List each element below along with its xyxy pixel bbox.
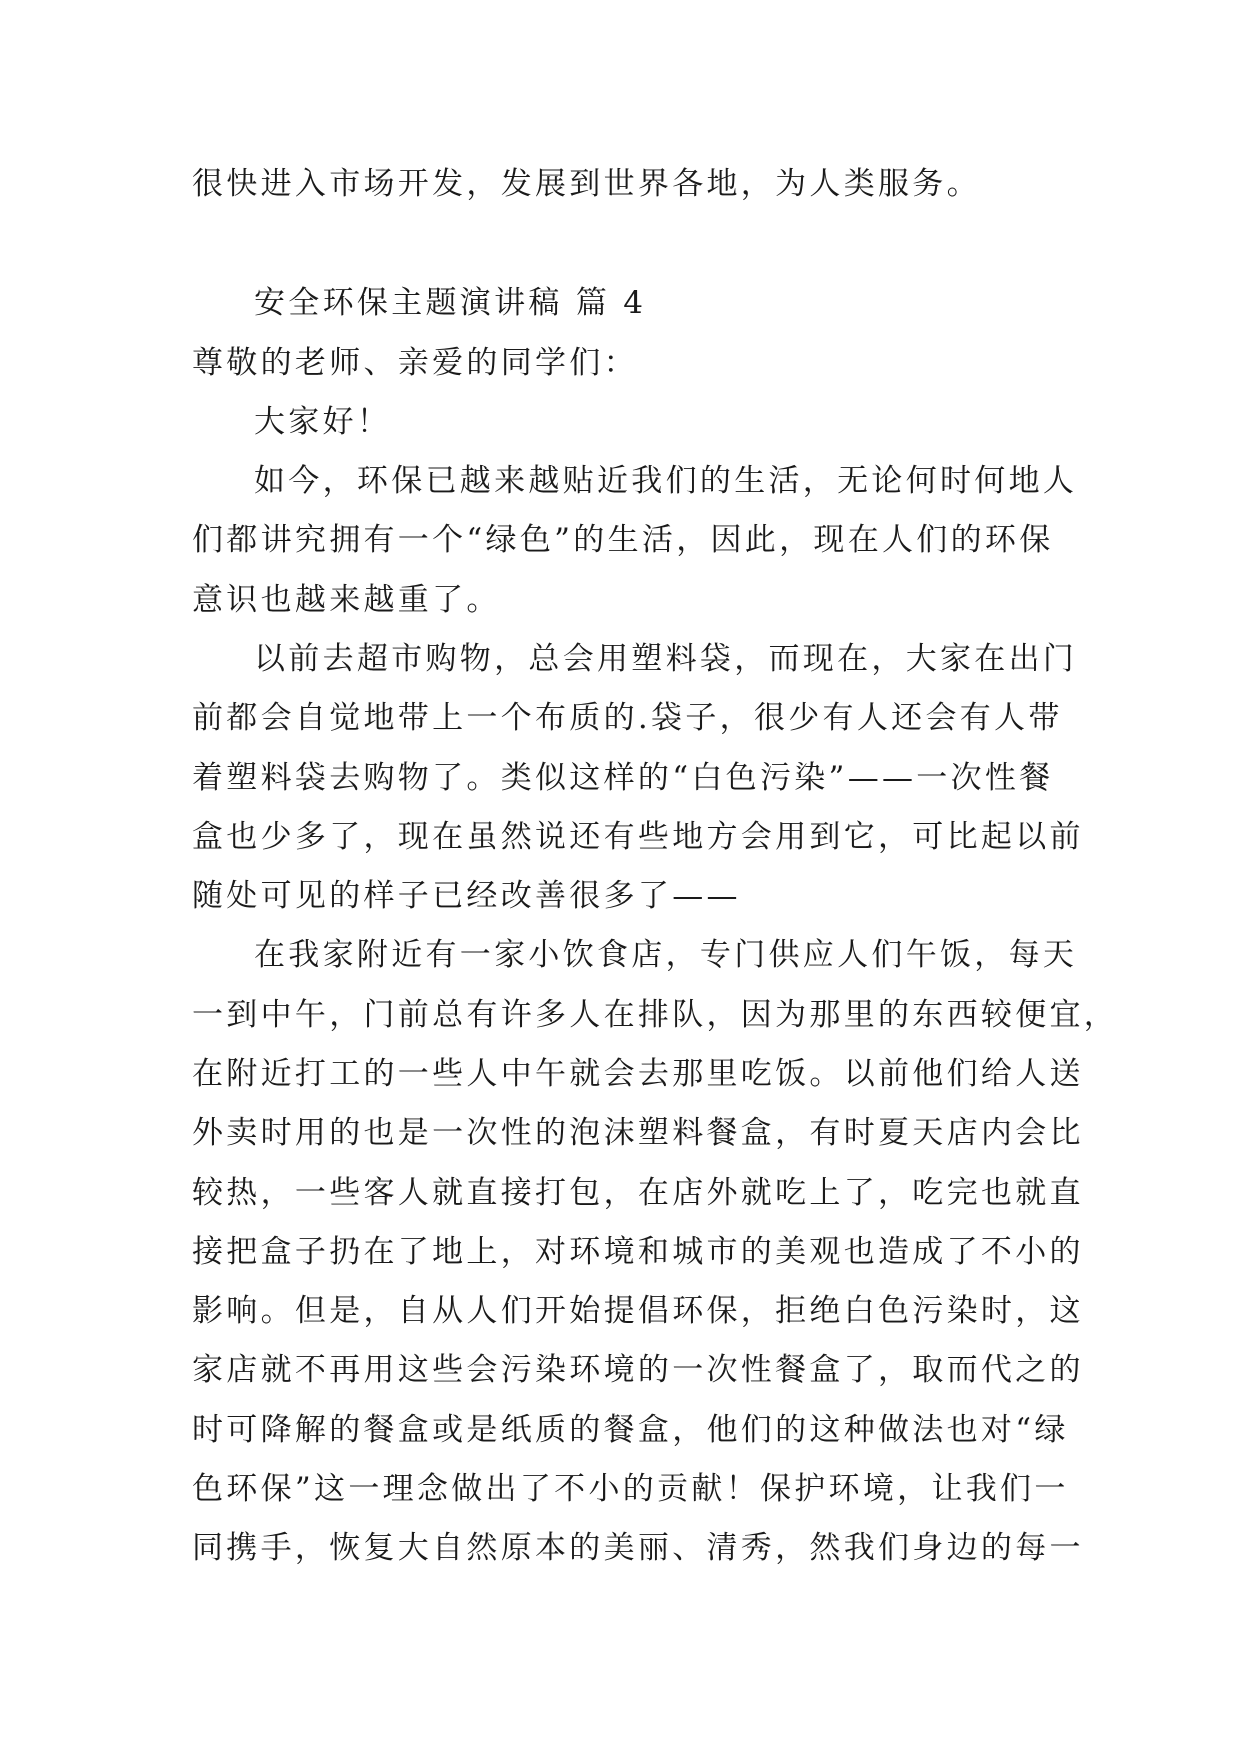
paragraph-line: 意识也越来越重了。	[192, 582, 501, 618]
paragraph-line: 随处可见的样子已经改善很多了——	[192, 878, 741, 914]
paragraph-line: 们都讲究拥有一个“绿色”的生活，因此，现在人们的环保	[192, 522, 1054, 558]
paragraph-line: 影响。但是，自从人们开始提倡环保，拒绝白色污染时，这	[192, 1293, 1084, 1329]
section-heading: 安全环保主题演讲稿 篇 4	[254, 285, 647, 321]
paragraph-line: 较热，一些客人就直接打包，在店外就吃上了，吃完也就直	[192, 1175, 1084, 1211]
paragraph-line: 在我家附近有一家小饮食店，专门供应人们午饭，每天	[254, 937, 1078, 973]
paragraph-line: 同携手，恢复大自然原本的美丽、清秀，然我们身边的每一	[192, 1530, 1084, 1566]
paragraph-line: 很快进入市场开发，发展到世界各地，为人类服务。	[192, 166, 981, 202]
paragraph-line: 一到中午，门前总有许多人在排队，因为那里的东西较便宜，	[192, 997, 1119, 1033]
salutation: 尊敬的老师、亲爱的同学们：	[192, 345, 638, 381]
paragraph-line: 盒也少多了，现在虽然说还有些地方会用到它，可比起以前	[192, 819, 1084, 855]
paragraph-line: 以前去超市购物，总会用塑料袋，而现在，大家在出门	[254, 641, 1078, 677]
paragraph-line: 时可降解的餐盒或是纸质的餐盒，他们的这种做法也对“绿	[192, 1412, 1069, 1448]
paragraph-line: 外卖时用的也是一次性的泡沫塑料餐盒，有时夏天店内会比	[192, 1115, 1084, 1151]
paragraph-line: 着塑料袋去购物了。类似这样的“白色污染”——一次性餐	[192, 760, 1054, 796]
greeting: 大家好！	[254, 404, 392, 440]
paragraph-line: 色环保”这一理念做出了不小的贡献！保护环境，让我们一	[192, 1471, 1069, 1507]
paragraph-line: 在附近打工的一些人中午就会去那里吃饭。以前他们给人送	[192, 1056, 1084, 1092]
paragraph-line: 接把盒子扔在了地上，对环境和城市的美观也造成了不小的	[192, 1234, 1084, 1270]
paragraph-line: 家店就不再用这些会污染环境的一次性餐盒了，取而代之的	[192, 1352, 1084, 1388]
paragraph-line: 前都会自觉地带上一个布质的.袋子，很少有人还会有人带	[192, 700, 1063, 736]
paragraph-line: 如今，环保已越来越贴近我们的生活，无论何时何地人	[254, 463, 1078, 499]
